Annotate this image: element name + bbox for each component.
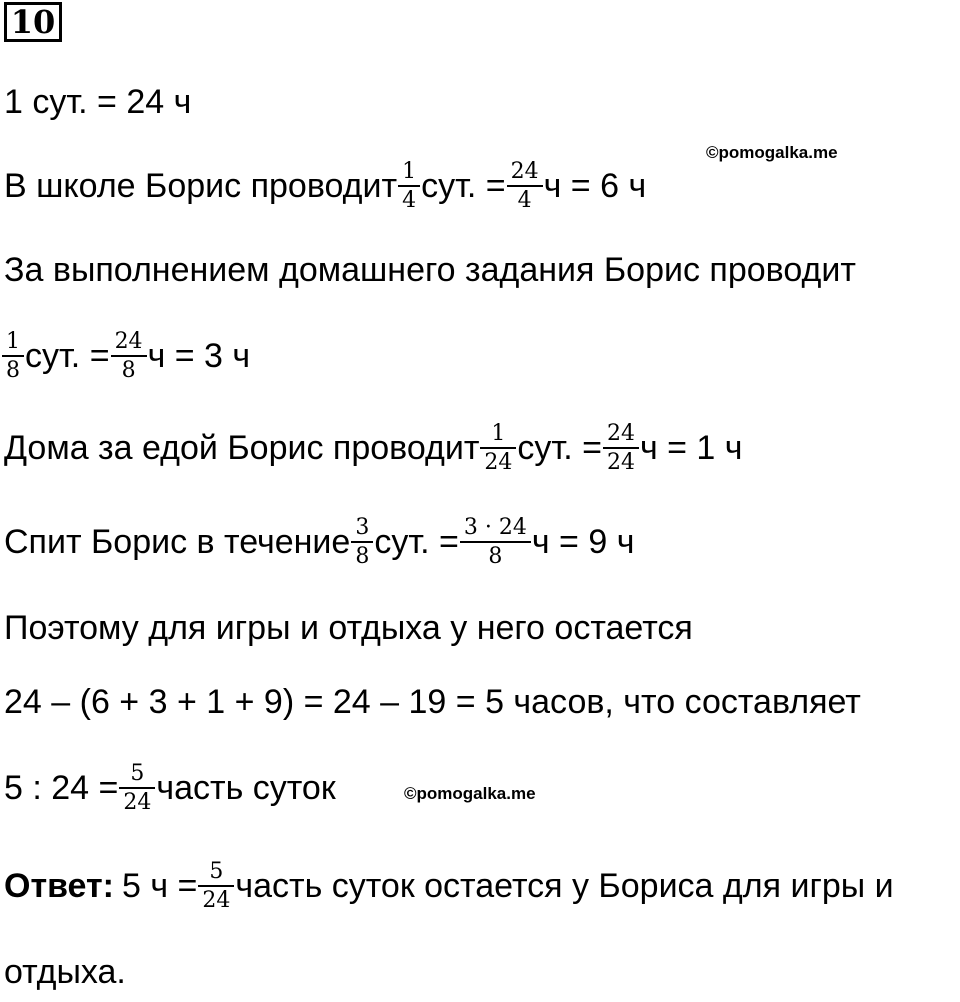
- fraction-denominator: 8: [2, 355, 24, 382]
- fraction-1-8: [4, 330, 22, 382]
- line-4-text-b: сут. =: [25, 336, 110, 375]
- fraction-24-4: [509, 160, 541, 212]
- line-11-text: отдыха.: [4, 952, 126, 991]
- line-5-text-c: ч = 1 ч: [639, 428, 743, 467]
- fraction-numerator: 5: [209, 858, 224, 884]
- fraction-3x24-8: [462, 516, 529, 568]
- line-9-text-c: часть суток: [156, 768, 336, 807]
- line-homework-intro: [4, 240, 856, 300]
- fraction-24-24: [605, 422, 637, 474]
- fraction-denominator: 8: [111, 355, 147, 382]
- fraction-5-24-answer: [200, 860, 232, 912]
- fraction-5-24: [121, 762, 153, 814]
- fraction-numerator: 5: [130, 760, 145, 786]
- line-5-text-a: Дома за едой Борис проводит: [4, 428, 480, 467]
- line-remaining-intro: [4, 598, 693, 658]
- watermark-top: ©pomogalka.me: [706, 143, 838, 162]
- fraction-denominator: 4: [507, 185, 543, 212]
- line-2-text-c: ч = 6 ч: [543, 166, 647, 205]
- fraction-numerator: 24: [510, 158, 539, 184]
- fraction-numerator: 3: [355, 514, 370, 540]
- line-3-text: За выполнением домашнего задания Борис проводит: [4, 250, 856, 289]
- line-8-text: 24 – (6 + 3 + 1 + 9) = 24 – 19 = 5 часов, что составляет: [4, 682, 861, 721]
- fraction-numerator: 24: [606, 420, 635, 446]
- fraction-denominator: 8: [351, 541, 373, 568]
- fraction-denominator: 24: [603, 447, 639, 474]
- line-6-text-c: ч = 9 ч: [531, 522, 635, 561]
- fraction-numerator: 3 · 24: [463, 514, 527, 540]
- line-day-hours: [4, 72, 191, 132]
- line-answer-continued: [4, 942, 126, 1002]
- line-fraction-of-day: [4, 758, 336, 818]
- fraction-numerator: 1: [491, 420, 506, 446]
- answer-label: Ответ:: [4, 866, 114, 905]
- line-eating: [4, 418, 742, 478]
- line-10-text-a: 5 ч =: [122, 866, 198, 905]
- fraction-numerator: 24: [114, 328, 143, 354]
- fraction-denominator: 8: [460, 541, 531, 568]
- fraction-numerator: 1: [402, 158, 417, 184]
- line-9-text-a: 5 : 24 =: [4, 768, 119, 807]
- line-answer: [4, 856, 894, 916]
- fraction-denominator: 4: [398, 185, 420, 212]
- problem-number: 10: [4, 2, 62, 42]
- fraction-1-24: [482, 422, 514, 474]
- line-2-text-b: сут. =: [421, 166, 506, 205]
- line-sleep: [4, 512, 634, 572]
- fraction-numerator: 1: [6, 328, 20, 354]
- fraction-24-8: [113, 330, 145, 382]
- fraction-denominator: 24: [119, 787, 155, 814]
- line-5-text-b: сут. =: [517, 428, 602, 467]
- line-2-text-a: В школе Борис проводит: [4, 166, 398, 205]
- line-6-text-a: Спит Борис в течение: [4, 522, 351, 561]
- line-7-text: Поэтому для игры и отдыха у него остается: [4, 608, 693, 647]
- line-4-text-c: ч = 3 ч: [147, 336, 251, 375]
- line-calculation: [4, 672, 861, 732]
- line-homework: [4, 326, 250, 386]
- line-school: [4, 156, 646, 216]
- watermark-bottom: ©pomogalka.me: [404, 784, 536, 803]
- line-6-text-b: сут. =: [374, 522, 459, 561]
- fraction-1-4: [400, 160, 418, 212]
- fraction-denominator: 24: [480, 447, 516, 474]
- fraction-denominator: 24: [198, 885, 234, 912]
- line-10-text-c: часть суток остается у Бориса для игры и: [235, 866, 894, 905]
- line-1-text: 1 сут. = 24 ч: [4, 82, 192, 121]
- fraction-3-8: [353, 516, 371, 568]
